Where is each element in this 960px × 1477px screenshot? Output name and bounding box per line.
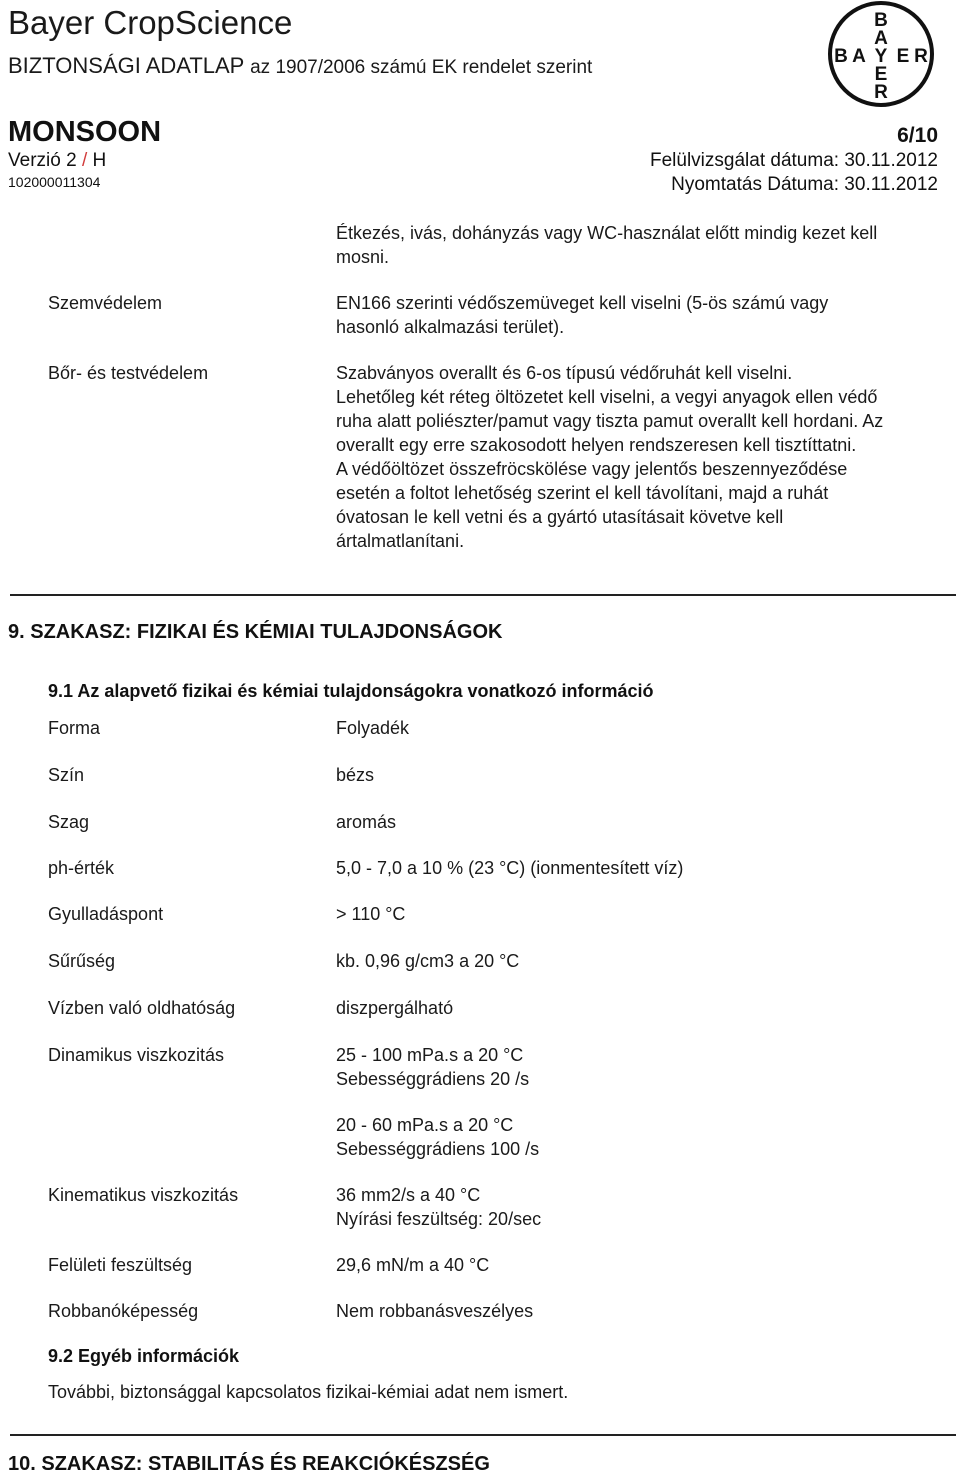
document-title-main: BIZTONSÁGI ADATLAP: [8, 53, 244, 78]
property-label: Dinamikus viszkozitás: [48, 1045, 225, 1065]
text-line: EN166 szerinti védőszemüveget kell viselni (5-ös számú vagy: [336, 293, 829, 313]
document-number: 102000011304: [8, 174, 101, 190]
document-title: [8, 53, 592, 79]
version-separator: /: [81, 150, 88, 171]
page-number: 6/10: [897, 124, 938, 147]
text-line: ruha alatt poliészter/pamut vagy tiszta pamut overallt kell hordani. Az: [336, 411, 884, 431]
logo-letter: A: [852, 46, 866, 67]
subsection-9-2-title: 9.2 Egyéb információk: [48, 1346, 240, 1366]
property-value: Nem robbanásveszélyes: [336, 1301, 534, 1321]
hygiene-text: [336, 221, 948, 269]
property-value: 29,6 mN/m a 40 °C: [336, 1255, 490, 1275]
section-divider: [10, 1434, 956, 1436]
property-value: Sebességgrádiens 20 /s: [336, 1069, 530, 1089]
bayer-cross-logo-icon: [827, 0, 935, 108]
text-line: ártalmatlanítani.: [336, 531, 465, 551]
property-value: 25 - 100 mPa.s a 20 °C: [336, 1045, 524, 1065]
property-value: aromás: [336, 812, 397, 832]
skin-protection-label: Bőr- és testvédelem: [48, 363, 209, 383]
property-label: ph-érték: [48, 858, 115, 878]
property-value: Sebességgrádiens 100 /s: [336, 1139, 540, 1159]
version-number: Verzió 2: [8, 150, 77, 171]
subsection-9-1-title: 9.1 Az alapvető fizikai és kémiai tulajdonságokra vonatkozó információ: [48, 681, 654, 701]
section-divider: [10, 594, 956, 596]
logo-letter: A: [874, 28, 888, 49]
document-title-regulation: az 1907/2006 számú EK rendelet szerint: [250, 57, 593, 78]
skin-protection-text: [336, 361, 948, 553]
logo-letter: R: [914, 46, 928, 67]
property-label: Kinematikus viszkozitás: [48, 1185, 239, 1205]
property-label: Szín: [48, 765, 85, 785]
version-line: [8, 150, 106, 172]
section-9-title: 9. SZAKASZ: FIZIKAI ÉS KÉMIAI TULAJDONSÁGOK: [8, 621, 503, 643]
property-value: Folyadék: [336, 718, 410, 738]
logo-letter: Y: [874, 46, 888, 67]
text-line: mosni.: [336, 247, 390, 267]
logo-letter: B: [834, 46, 848, 67]
text-line: esetén a foltot lehetőség szerint el kell távolítani, majd a ruhát: [336, 483, 829, 503]
property-label: Robbanóképesség: [48, 1301, 199, 1321]
text-line: overallt egy erre szakosodott helyen rendszeresen kell tisztíttatni.: [336, 435, 857, 455]
print-date: Nyomtatás Dátuma: 30.11.2012: [671, 174, 938, 195]
property-value: bézs: [336, 765, 375, 785]
text-line: A védőöltözet összefröcskölése vagy jelentős beszennyeződése: [336, 459, 848, 479]
logo-letter: E: [896, 46, 910, 67]
logo-letter: E: [874, 64, 888, 85]
property-value: Nyírási feszültség: 20/sec: [336, 1209, 542, 1229]
property-value: 5,0 - 7,0 a 10 % (23 °C) (ionmentesített víz): [336, 858, 684, 878]
company-name: Bayer CropScience: [8, 4, 293, 41]
version-language: H: [92, 150, 107, 171]
text-line: Szabványos overallt és 6-os típusú védőruhát kell viselni.: [336, 363, 793, 383]
text-line: Étkezés, ivás, dohányzás vagy WC-használat előtt mindig kezet kell: [336, 223, 878, 243]
text-line: óvatosan le kell vetni és a gyártó utasításait követve kell: [336, 507, 784, 527]
section-10-title: 10. SZAKASZ: STABILITÁS ÉS REAKCIÓKÉSZSÉG: [8, 1453, 490, 1475]
other-info-text: További, biztonsággal kapcsolatos fizikai-kémiai adat nem ismert.: [48, 1382, 569, 1402]
eye-protection-text: [336, 291, 948, 339]
property-label: Felületi feszültség: [48, 1255, 193, 1275]
product-name: MONSOON: [8, 116, 162, 148]
property-label: Vízben való oldhatóság: [48, 998, 236, 1018]
property-value: 36 mm2/s a 40 °C: [336, 1185, 481, 1205]
text-line: Lehetőleg két réteg öltözetet kell viselni, a vegyi anyagok ellen védő: [336, 387, 878, 407]
property-label: Szag: [48, 812, 90, 832]
property-value: 20 - 60 mPa.s a 20 °C: [336, 1115, 514, 1135]
property-value: > 110 °C: [336, 904, 406, 924]
revision-date: Felülvizsgálat dátuma: 30.11.2012: [650, 150, 938, 171]
logo-letter: B: [874, 10, 888, 31]
logo-letter: R: [874, 82, 888, 103]
property-label: Gyulladáspont: [48, 904, 164, 924]
property-value: diszpergálható: [336, 998, 454, 1018]
property-label: Sűrűség: [48, 951, 116, 971]
text-line: hasonló alkalmazási terület).: [336, 317, 565, 337]
eye-protection-label: Szemvédelem: [48, 293, 163, 313]
property-value: kb. 0,96 g/cm3 a 20 °C: [336, 951, 520, 971]
property-label: Forma: [48, 718, 101, 738]
